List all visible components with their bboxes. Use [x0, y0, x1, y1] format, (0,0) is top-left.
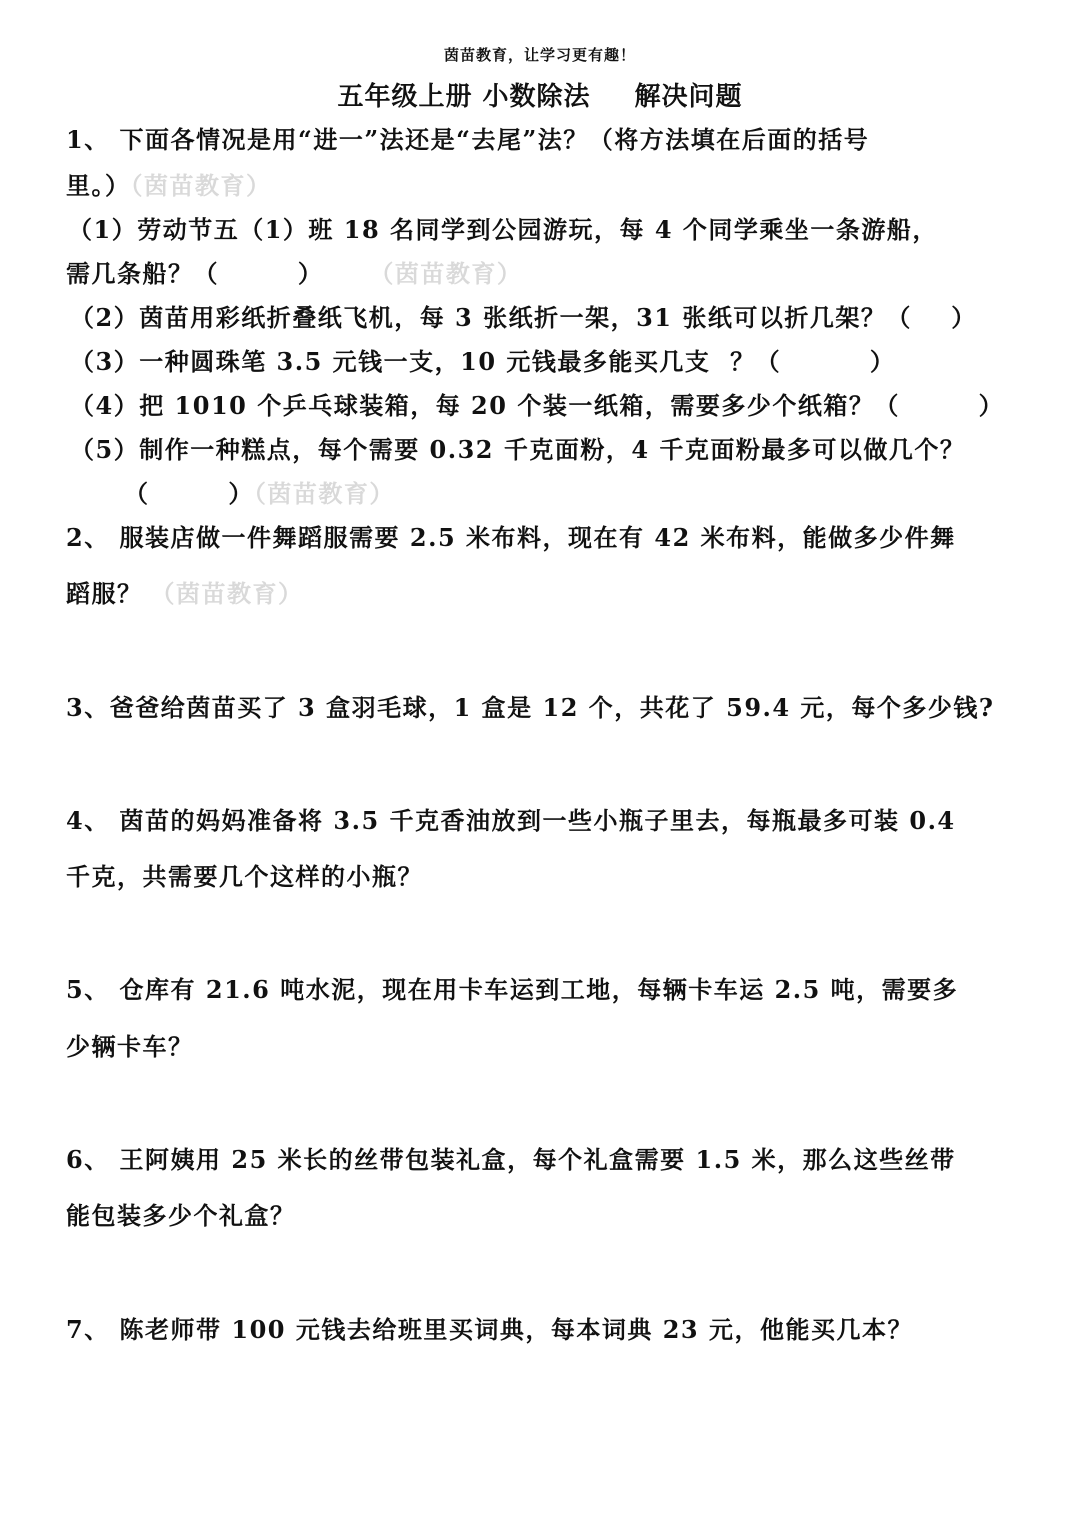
question-1-item-5-line-2	[124, 474, 1080, 509]
question-1-item-4-text[interactable]: （4）把 1010 个乒乓球装箱，每 20 个装一纸箱，需要多少个纸箱？（ ）	[70, 391, 1005, 420]
question-6-line-1: 6、 王阿姨用 25 米长的丝带包装礼盒，每个礼盒需要 1.5 米，那么这些丝带	[66, 1145, 956, 1174]
question-1-item-5-line-1: （5）制作一种糕点，每个需要 0.32 千克面粉，4 千克面粉最多可以做几个？	[70, 435, 966, 464]
question-1-item-3-text[interactable]: （3）一种圆珠笔 3.5 元钱一支，10 元钱最多能买几支 ？（ ）	[70, 347, 896, 376]
question-1-item-1-line-2	[66, 254, 1026, 289]
question-2-line-2-text: 蹈服？	[66, 579, 143, 608]
question-1-item-2-text[interactable]: （2）茵苗用彩纸折叠纸飞机，每 3 张纸折一架，31 张纸可以折几架？（ ）	[70, 303, 977, 332]
question-1-item-1-answer-blank[interactable]: 需几条船？（ ）	[66, 259, 324, 288]
watermark: （茵苗教育）	[150, 579, 304, 608]
question-1-line-2-text: 里。）	[66, 171, 131, 200]
question-1-line-2	[66, 166, 1026, 201]
question-2-line-2	[66, 574, 1026, 609]
question-7-line-1: 7、 陈老师带 100 元钱去给班里买词典，每本词典 23 元，他能买几本？	[66, 1315, 913, 1344]
question-1-item-5-answer-blank[interactable]: （ ）	[124, 479, 254, 508]
question-1-item-4	[70, 386, 1030, 421]
title-sub: 解决问题	[634, 82, 743, 112]
question-5-line-2: 少辆卡车？	[66, 1032, 194, 1061]
question-3-line-1: 3、爸爸给茵苗买了 3 盒羽毛球，1 盒是 12 个，共花了 59.4 元，每个多少钱?	[66, 693, 995, 722]
page-header-slogan: 茵苗教育，让学习更有趣！	[443, 46, 636, 64]
watermark: （茵苗教育）	[253, 479, 395, 508]
question-4-line-2: 千克，共需要几个这样的小瓶？	[66, 862, 423, 891]
question-1-item-3	[70, 342, 1030, 377]
page-title	[0, 76, 1080, 113]
title-main: 五年级上册 小数除法	[337, 82, 591, 112]
question-1-line-1: 1、 下面各情况是用“进一”法还是“去尾”法？（将方法填在后面的括号	[66, 125, 870, 154]
question-4-line-1: 4、 茵苗的妈妈准备将 3.5 千克香油放到一些小瓶子里去，每瓶最多可装 0.4	[66, 806, 956, 835]
question-6-line-2: 能包装多少个礼盒？	[66, 1201, 296, 1230]
watermark: （茵苗教育）	[130, 171, 272, 200]
watermark: （茵苗教育）	[369, 259, 523, 288]
question-5-line-1: 5、 仓库有 21.6 吨水泥，现在用卡车运到工地，每辆卡车运 2.5 吨，需要多	[66, 975, 959, 1004]
question-1-item-1-line-1: （1）劳动节五（1）班 18 名同学到公园游玩，每 4 个同学乘坐一条游船，	[68, 215, 938, 244]
question-1-item-2	[70, 298, 1030, 333]
question-2-line-1: 2、 服装店做一件舞蹈服需要 2.5 米布料，现在有 42 米布料，能做多少件舞	[66, 523, 956, 552]
